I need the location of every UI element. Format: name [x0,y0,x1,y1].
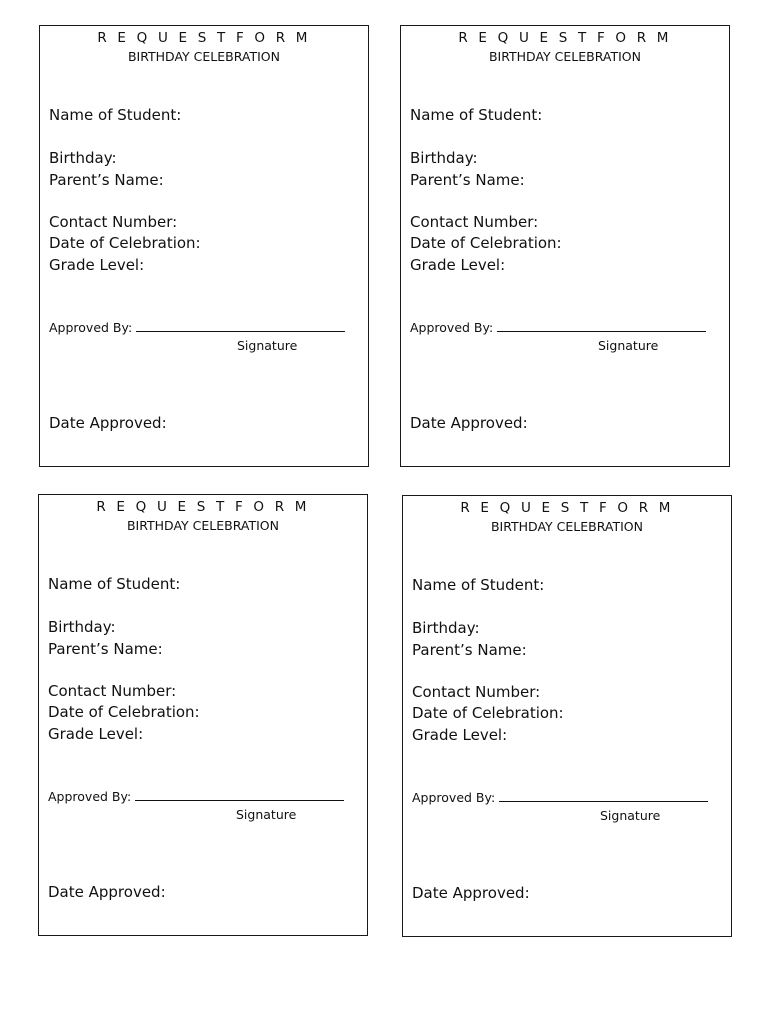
form-title: R E Q U E S T F O R M [97,30,311,46]
request-form-card [38,494,368,936]
signature-line [136,319,345,332]
birthday-label: Birthday: [49,149,117,167]
contact-number-label: Contact Number: [49,213,178,231]
approved-by-label: Approved By: [49,320,133,335]
signature-line [497,319,706,332]
birthday-label: Birthday: [412,619,480,637]
date-of-celebration-label: Date of Celebration: [49,234,201,252]
contact-number-label: Contact Number: [412,683,541,701]
signature-label: Signature [236,807,297,822]
parents-name-label: Parent’s Name: [48,640,163,658]
signature-label: Signature [598,338,659,353]
form-title: R E Q U E S T F O R M [460,500,674,516]
date-of-celebration-label: Date of Celebration: [412,704,564,722]
approved-by-row [412,789,708,806]
grade-level-label: Grade Level: [410,256,506,274]
approved-by-row [48,788,344,805]
signature-line [499,789,708,802]
date-of-celebration-label: Date of Celebration: [48,703,200,721]
form-subtitle: BIRTHDAY CELEBRATION [126,518,279,533]
birthday-label: Birthday: [48,618,116,636]
approved-by-label: Approved By: [48,789,132,804]
signature-label: Signature [237,338,298,353]
signature-label: Signature [600,808,661,823]
approved-by-label: Approved By: [410,320,494,335]
date-approved-label: Date Approved: [410,414,528,432]
request-form-card [39,25,369,467]
form-subtitle: BIRTHDAY CELEBRATION [488,49,641,64]
name-of-student-label: Name of Student: [49,106,182,124]
contact-number-label: Contact Number: [48,682,177,700]
form-subtitle: BIRTHDAY CELEBRATION [490,519,643,534]
name-of-student-label: Name of Student: [410,106,543,124]
name-of-student-label: Name of Student: [48,575,181,593]
name-of-student-label: Name of Student: [412,576,545,594]
approved-by-row [410,319,706,336]
request-form-card [400,25,730,467]
approved-by-row [49,319,345,336]
date-approved-label: Date Approved: [49,414,167,432]
parents-name-label: Parent’s Name: [410,171,525,189]
grade-level-label: Grade Level: [48,725,144,743]
form-title: R E Q U E S T F O R M [458,30,672,46]
contact-number-label: Contact Number: [410,213,539,231]
parents-name-label: Parent’s Name: [412,641,527,659]
grade-level-label: Grade Level: [49,256,145,274]
parents-name-label: Parent’s Name: [49,171,164,189]
date-of-celebration-label: Date of Celebration: [410,234,562,252]
date-approved-label: Date Approved: [412,884,530,902]
form-subtitle: BIRTHDAY CELEBRATION [127,49,280,64]
grade-level-label: Grade Level: [412,726,508,744]
signature-line [135,788,344,801]
request-form-card [402,495,732,937]
birthday-label: Birthday: [410,149,478,167]
date-approved-label: Date Approved: [48,883,166,901]
approved-by-label: Approved By: [412,790,496,805]
form-title: R E Q U E S T F O R M [96,499,310,515]
